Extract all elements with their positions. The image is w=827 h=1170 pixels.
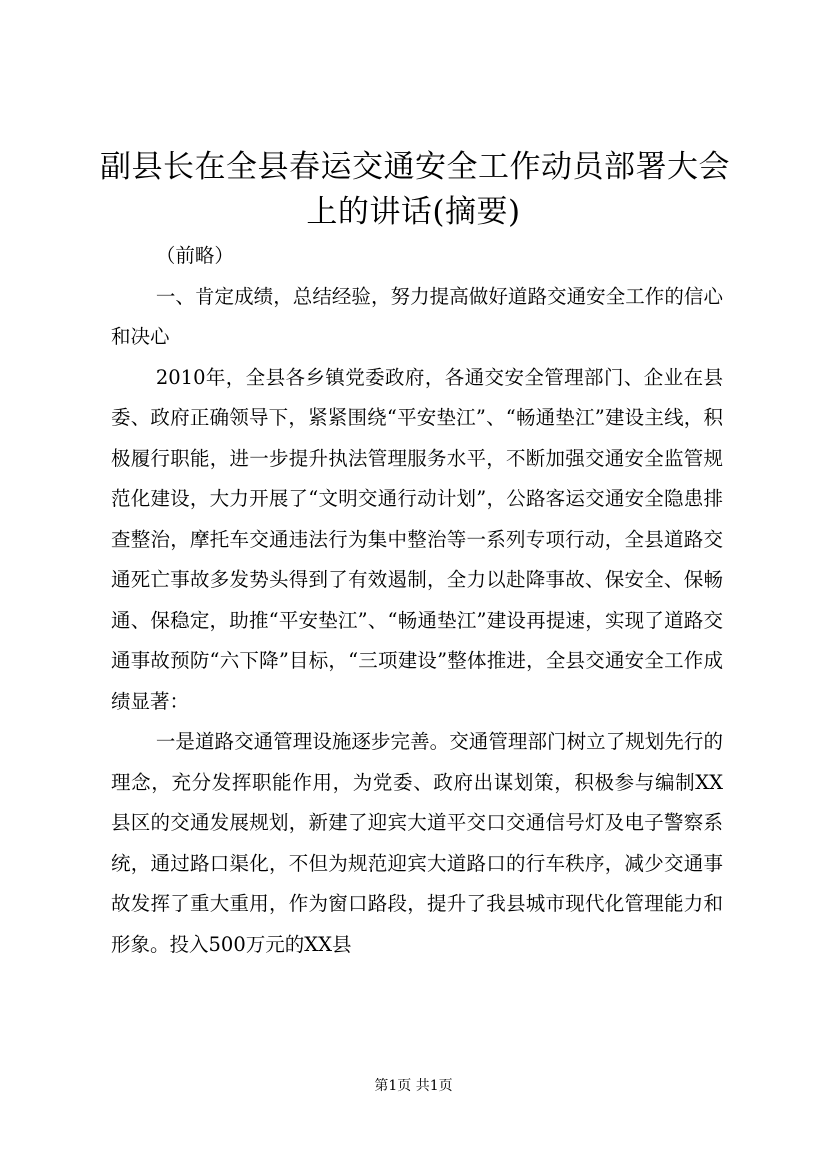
- document-body: [111, 236, 723, 965]
- title-line-1: 副县长在全县春运交通安全工作动员部署大会: [100, 149, 730, 185]
- document-title: [100, 145, 730, 235]
- paragraph: 2010年，全县各乡镇党委政府，各通交安全管理部门、企业在县委、政府正确领导下，紧紧围绕“平安垫江”、“畅通垫江”建设主线，积极履行职能，进一步提升执法管理服务水平，不断加强交通安全监管规范化建设，大力开展了“文明交通行动计划”，公路客运交通安全隐患排查整治，摩托车交通违法行为集中整治等一系列专项行动，全县道路交通死亡事故多发势头得到了有效遏制，全力以赴降事故、保安全、保畅通、保稳定，助推“平安垫江”、“畅通垫江”建设再提速，实现了道路交通事故预防“六下降”目标，“三项建设”整体推进，全县交通安全工作成绩显著：: [111, 365, 723, 713]
- section-heading: 一、肯定成绩，总结经验，努力提高做好道路交通安全工作的信心和决心: [111, 284, 723, 348]
- page-footer: 第1页 共1页: [374, 1078, 453, 1094]
- title-line-2: 上的讲话(摘要): [306, 194, 521, 230]
- paragraph: 一是道路交通管理设施逐步完善。交通管理部门树立了规划先行的理念，充分发挥职能作用，为党委、政府出谋划策，积极参与编制XX县区的交通发展规划，新建了迎宾大道平交口交通信号灯及电子警察系统，通过路口渠化，不但为规范迎宾大道路口的行车秩序，减少交通事故发挥了重大重用，作为窗口路段，提升了我县城市现代化管理能力和形象。投入500万元的XX县: [111, 730, 723, 956]
- omitted-note: （前略）: [155, 244, 234, 267]
